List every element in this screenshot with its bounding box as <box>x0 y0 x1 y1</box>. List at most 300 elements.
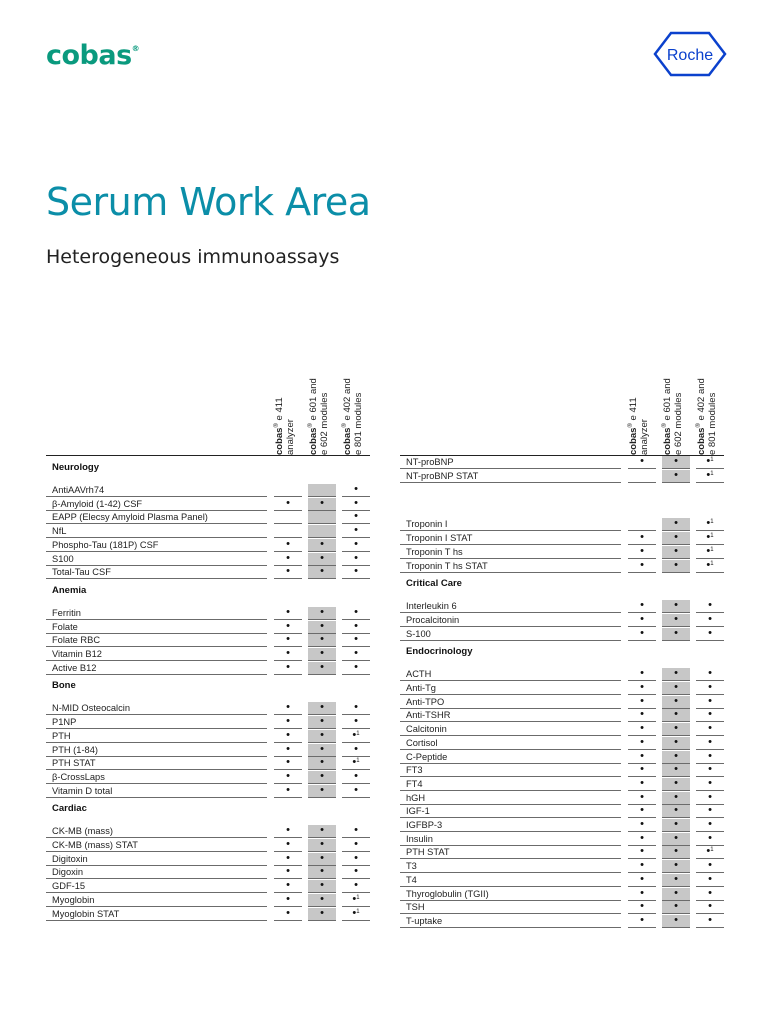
column-header-line2: e 801 modules <box>707 392 719 455</box>
cell-rule <box>342 578 370 579</box>
availability-cell: • <box>708 913 712 926</box>
row-rule <box>400 572 621 573</box>
availability-cell: • <box>286 865 290 878</box>
availability-cell: • <box>640 558 644 571</box>
assay-label: CK-MB (mass) <box>52 826 113 837</box>
availability-cell: • <box>354 524 358 537</box>
column-header-text <box>660 355 694 455</box>
availability-cell: • <box>640 722 644 735</box>
cell-rule <box>628 927 656 928</box>
row-rule <box>46 619 267 620</box>
section-heading: Neurology <box>52 462 99 473</box>
availability-cell: • <box>640 845 644 858</box>
cell-rule <box>308 920 336 921</box>
availability-cell: • <box>662 532 690 544</box>
footnote-marker: 1 <box>710 470 714 477</box>
availability-cell: • <box>354 824 358 837</box>
availability-cell: • <box>708 859 712 872</box>
column-header-mark: ® <box>308 423 314 428</box>
assay-label: T4 <box>406 874 417 885</box>
availability-cell: • <box>640 735 644 748</box>
footnote-marker: 1 <box>710 457 714 463</box>
availability-cell: • <box>640 531 644 544</box>
availability-cell: • <box>640 708 644 721</box>
availability-cell: • <box>662 833 690 845</box>
availability-cell: • <box>354 838 358 850</box>
assay-label: PTH STAT <box>52 758 96 769</box>
footnote-marker: 1 <box>356 894 360 901</box>
availability-cell: • <box>708 872 712 885</box>
column-header-brand: cobas <box>342 427 354 455</box>
row-rule <box>46 728 267 729</box>
cell-rule <box>662 640 690 641</box>
cell-rule <box>274 674 302 675</box>
availability-cell: • <box>354 565 358 578</box>
availability-cell <box>628 470 656 482</box>
assay-label: Interleukin 6 <box>406 601 457 612</box>
availability-cell: •$^1$ <box>352 906 360 919</box>
availability-cell: • <box>708 626 712 639</box>
availability-cell: • <box>708 776 712 789</box>
assay-label: Myoglobin <box>52 894 95 905</box>
row-rule <box>46 578 267 579</box>
availability-cell: • <box>354 510 358 523</box>
assay-label: P1NP <box>52 717 77 728</box>
assay-label: TSH <box>406 902 425 913</box>
availability-cell: • <box>662 778 690 790</box>
availability-cell: • <box>662 456 690 468</box>
availability-cell: • <box>662 874 690 886</box>
availability-cell: • <box>640 599 644 612</box>
availability-cell: • <box>308 634 336 646</box>
assay-label: Total-Tau CSF <box>52 567 111 578</box>
row-rule <box>400 626 621 627</box>
availability-cell: • <box>708 722 712 735</box>
row-rule <box>400 790 621 791</box>
availability-cell: • <box>708 804 712 817</box>
assay-label: AntiAAVrh74 <box>52 485 105 495</box>
row-rule <box>46 674 267 675</box>
availability-cell: • <box>354 865 358 878</box>
availability-cell: • <box>640 749 644 762</box>
cell-rule <box>274 920 302 921</box>
column-header <box>340 355 374 455</box>
assay-label: PTH (1-84) <box>52 744 98 755</box>
assay-label: S100 <box>52 553 74 564</box>
availability-cell: • <box>308 785 336 797</box>
assay-label: S-100 <box>406 628 431 639</box>
availability-cell: • <box>286 906 290 919</box>
column-header-mark: ® <box>696 423 702 428</box>
assay-label: Digitoxin <box>52 853 88 864</box>
availability-cell: • <box>708 818 712 830</box>
availability-cell: • <box>354 769 358 782</box>
assay-label: Anti-Tg <box>406 683 436 693</box>
availability-cell: • <box>708 886 712 899</box>
availability-cell: • <box>308 757 336 769</box>
assay-label: EAPP (Elecsy Amyloid Plasma Panel) <box>52 512 208 523</box>
availability-cell: • <box>308 866 336 878</box>
availability-cell: • <box>708 599 712 612</box>
availability-cell: • <box>708 763 712 776</box>
assay-label: Anti-TPO <box>406 696 445 707</box>
cell-rule <box>696 640 724 641</box>
availability-cell: • <box>286 715 290 728</box>
availability-cell: • <box>286 892 290 905</box>
availability-cell: • <box>708 735 712 748</box>
assay-label: Calcitonin <box>406 724 447 735</box>
availability-cell: • <box>286 783 290 796</box>
column-header-mark: ® <box>274 423 280 428</box>
availability-cell: •$^1$ <box>352 728 360 741</box>
cell-rule <box>696 482 724 483</box>
row-rule <box>46 714 267 715</box>
assay-label: GDF-15 <box>52 881 86 892</box>
row-rule <box>46 551 267 552</box>
availability-cell: • <box>662 751 690 763</box>
column-header-line1: e 402 and <box>696 378 708 424</box>
availability-cell: • <box>662 723 690 735</box>
column-header-text <box>340 355 374 455</box>
availability-cell: • <box>354 605 358 618</box>
row-rule <box>400 804 621 805</box>
section-heading: Bone <box>52 680 76 692</box>
availability-cell: •$^1$ <box>706 544 714 557</box>
assay-label: Active B12 <box>52 662 97 673</box>
availability-cell: • <box>640 872 644 885</box>
availability-cell: • <box>662 888 690 900</box>
availability-cell: • <box>308 908 336 920</box>
assay-label: FT4 <box>406 778 423 789</box>
cobas-logo-text: cobas <box>46 40 132 71</box>
availability-cell: •$^1$ <box>706 517 714 530</box>
availability-cell: • <box>286 728 290 741</box>
availability-cell: • <box>354 633 358 646</box>
roche-logo-text: Roche <box>666 47 714 64</box>
assay-label: IGF-1 <box>406 806 430 817</box>
availability-cell: • <box>708 900 712 913</box>
column-header <box>626 355 660 455</box>
row-rule <box>400 640 621 641</box>
column-header-line2: e 602 modules <box>673 392 685 455</box>
availability-cell: • <box>354 483 358 495</box>
assay-label: Cortisol <box>406 737 438 748</box>
availability-cell: • <box>286 551 290 564</box>
page-subtitle: Heterogeneous immunoassays <box>46 246 340 268</box>
row-rule <box>400 927 621 928</box>
availability-cell: • <box>308 566 336 578</box>
availability-cell: • <box>308 894 336 906</box>
cell-rule <box>342 674 370 675</box>
availability-cell: • <box>308 853 336 865</box>
column-header-line1: e 411 <box>628 397 640 424</box>
column-header <box>694 355 728 455</box>
cell-rule <box>342 797 370 798</box>
assay-label: Insulin <box>406 833 433 844</box>
row-rule <box>400 858 621 859</box>
cobas-logo-mark: ® <box>131 44 140 53</box>
availability-cell: • <box>662 860 690 872</box>
availability-cell: • <box>640 900 644 913</box>
column-header-text <box>306 355 340 455</box>
availability-cell: • <box>308 839 336 851</box>
availability-cell <box>274 525 302 537</box>
section-heading: Anemia <box>52 584 87 596</box>
availability-cell: • <box>640 913 644 926</box>
row-rule <box>400 776 621 777</box>
column-header-mark: ® <box>342 423 348 428</box>
availability-cell: • <box>640 626 644 639</box>
cell-rule <box>308 674 336 675</box>
availability-cell: • <box>286 496 290 509</box>
availability-cell <box>308 484 336 496</box>
availability-cell: • <box>640 763 644 776</box>
availability-cell: • <box>286 851 290 864</box>
availability-cell: •$^1$ <box>352 756 360 769</box>
availability-cell: • <box>708 790 712 803</box>
availability-cell <box>274 511 302 523</box>
availability-cell: • <box>662 614 690 626</box>
cell-rule <box>274 797 302 798</box>
assay-label: Myoglobin STAT <box>52 908 120 919</box>
availability-cell <box>308 511 336 523</box>
availability-cell: • <box>640 776 644 789</box>
availability-cell: • <box>662 518 690 530</box>
availability-cell: • <box>640 544 644 557</box>
column-header-line2: e 602 modules <box>319 392 331 455</box>
availability-cell: • <box>308 553 336 565</box>
availability-cell: • <box>308 702 336 714</box>
availability-cell: • <box>354 851 358 864</box>
availability-cell: •$^1$ <box>706 468 714 481</box>
availability-cell: • <box>308 771 336 783</box>
section-heading: Critical Care <box>406 578 462 590</box>
assay-label: β-CrossLaps <box>52 771 105 782</box>
availability-cell: • <box>708 708 712 721</box>
availability-cell: • <box>662 709 690 721</box>
assay-label: β-Amyloid (1-42) CSF <box>52 498 143 509</box>
availability-cell: •$^1$ <box>706 558 714 571</box>
availability-cell: • <box>286 633 290 646</box>
availability-cell: • <box>308 825 336 837</box>
assay-label: Digoxin <box>52 867 84 878</box>
column-header <box>272 355 306 455</box>
column-header-brand: cobas <box>308 427 320 455</box>
assay-label: NT-proBNP STAT <box>406 470 479 481</box>
cell-rule <box>308 797 336 798</box>
availability-cell: • <box>640 612 644 625</box>
availability-cell: • <box>662 668 690 680</box>
availability-cell: • <box>662 915 690 927</box>
footnote-marker: 1 <box>356 730 360 737</box>
availability-cell: • <box>286 647 290 659</box>
cell-rule <box>662 927 690 928</box>
availability-cell: • <box>662 682 690 694</box>
availability-cell <box>308 525 336 537</box>
column-header-brand: cobas <box>274 427 286 455</box>
footnote-marker: 1 <box>710 546 714 553</box>
availability-cell: • <box>308 662 336 674</box>
assay-label: hGH <box>406 792 426 803</box>
assay-label: N-MID Osteocalcin <box>52 703 131 714</box>
availability-cell: • <box>662 546 690 558</box>
footnote-marker: 1 <box>356 758 360 765</box>
availability-cell: • <box>708 612 712 625</box>
availability-cell: • <box>640 681 644 693</box>
cell-rule <box>662 572 690 573</box>
row-rule <box>46 920 267 921</box>
assay-label: T-uptake <box>406 915 443 926</box>
row-rule <box>400 763 621 764</box>
availability-cell: • <box>308 607 336 619</box>
availability-cell: • <box>308 539 336 551</box>
cell-rule <box>696 927 724 928</box>
row-rule <box>400 482 621 483</box>
availability-cell: • <box>308 730 336 742</box>
table-top-rule <box>46 455 370 456</box>
column-header <box>660 355 694 455</box>
availability-cell: • <box>354 715 358 728</box>
cell-rule <box>342 920 370 921</box>
availability-cell: • <box>286 824 290 837</box>
cell-rule <box>308 578 336 579</box>
availability-cell: • <box>662 737 690 749</box>
availability-cell: • <box>354 783 358 796</box>
cell-rule <box>696 572 724 573</box>
column-header-mark: ® <box>662 423 668 428</box>
availability-cell: • <box>662 628 690 640</box>
availability-cell: • <box>662 792 690 804</box>
availability-cell: • <box>354 701 358 714</box>
availability-cell: • <box>662 901 690 913</box>
assay-label: Troponin T hs STAT <box>406 560 488 571</box>
availability-cell: • <box>708 667 712 680</box>
assay-label: T3 <box>406 861 417 872</box>
assay-label: Thyroglobulin (TGII) <box>406 888 489 899</box>
cell-rule <box>274 578 302 579</box>
cell-rule <box>628 572 656 573</box>
column-header-line1: e 601 and <box>662 378 674 424</box>
column-header-line2: analyzer <box>285 419 297 455</box>
assay-label: Troponin I <box>406 519 448 530</box>
availability-cell: • <box>286 619 290 632</box>
availability-cell: • <box>640 694 644 707</box>
column-header-text <box>272 355 306 455</box>
availability-cell: •$^1$ <box>706 531 714 544</box>
assay-label: Ferritin <box>52 607 81 618</box>
availability-cell: • <box>662 805 690 817</box>
footnote-marker: 1 <box>710 533 714 540</box>
column-header-line2: e 801 modules <box>353 392 365 455</box>
assay-label: Vitamin D total <box>52 785 113 796</box>
row-rule <box>400 831 621 832</box>
row-rule <box>46 797 267 798</box>
page-title: Serum Work Area <box>46 180 371 224</box>
availability-cell: • <box>286 742 290 755</box>
column-header-line1: e 402 and <box>342 378 354 424</box>
column-header-text <box>626 355 660 455</box>
row-rule <box>400 872 621 873</box>
availability-cell: • <box>286 879 290 892</box>
cell-rule <box>628 640 656 641</box>
availability-cell: • <box>708 681 712 693</box>
cell-rule <box>628 482 656 483</box>
availability-cell: • <box>286 701 290 714</box>
footnote-marker: 1 <box>710 519 714 526</box>
availability-cell: • <box>640 831 644 844</box>
roche-logo <box>653 31 727 77</box>
assay-label: Anti-TSHR <box>406 710 451 721</box>
column-header-text <box>694 355 728 455</box>
availability-cell: • <box>640 667 644 680</box>
availability-cell: • <box>354 742 358 755</box>
availability-cell: •$^1$ <box>352 892 360 905</box>
assay-label: CK-MB (mass) STAT <box>52 840 138 850</box>
column-header-mark: ® <box>628 423 634 428</box>
assay-label: IGFBP-3 <box>406 820 443 830</box>
assay-label: NT-proBNP <box>406 457 454 467</box>
availability-cell: • <box>640 859 644 872</box>
footnote-marker: 1 <box>710 560 714 567</box>
availability-cell: • <box>308 744 336 756</box>
cobas-logo <box>46 40 139 71</box>
column-header-line1: e 601 and <box>308 378 320 424</box>
availability-cell: • <box>308 648 336 660</box>
section-heading: Cardiac <box>52 803 87 815</box>
availability-cell: • <box>640 804 644 817</box>
assay-label: Procalcitonin <box>406 614 460 625</box>
availability-cell: • <box>354 496 358 509</box>
availability-cell: • <box>354 619 358 632</box>
availability-cell: • <box>662 819 690 831</box>
column-header-brand: cobas <box>696 427 708 455</box>
availability-cell: • <box>286 660 290 673</box>
assay-label: Troponin I STAT <box>406 533 473 544</box>
row-rule <box>46 523 267 524</box>
column-header <box>306 355 340 455</box>
availability-cell: • <box>640 455 644 467</box>
column-header-line2: analyzer <box>639 419 651 455</box>
assay-label: Vitamin B12 <box>52 649 102 659</box>
assay-label: Folate RBC <box>52 635 101 646</box>
availability-cell: •$^1$ <box>706 455 714 467</box>
availability-cell: • <box>286 838 290 850</box>
availability-cell: • <box>708 749 712 762</box>
footnote-marker: 1 <box>356 908 360 915</box>
availability-cell: • <box>640 886 644 899</box>
availability-cell: • <box>354 551 358 564</box>
availability-cell: • <box>308 621 336 633</box>
row-rule <box>400 900 621 901</box>
availability-cell: •$^1$ <box>706 845 714 858</box>
assay-label: PTH STAT <box>406 847 450 858</box>
availability-cell: • <box>354 660 358 673</box>
availability-cell: • <box>662 846 690 858</box>
availability-cell: • <box>708 694 712 707</box>
availability-cell: • <box>354 537 358 550</box>
availability-cell: • <box>354 647 358 659</box>
availability-cell: • <box>662 560 690 572</box>
assay-label: C-Peptide <box>406 751 448 762</box>
column-header-brand: cobas <box>662 427 674 455</box>
availability-cell: • <box>662 696 690 708</box>
availability-cell: • <box>286 769 290 782</box>
availability-cell: • <box>286 537 290 550</box>
availability-cell: • <box>662 600 690 612</box>
availability-cell: • <box>286 756 290 769</box>
footnote-marker: 1 <box>710 847 714 854</box>
availability-cell: • <box>286 605 290 618</box>
